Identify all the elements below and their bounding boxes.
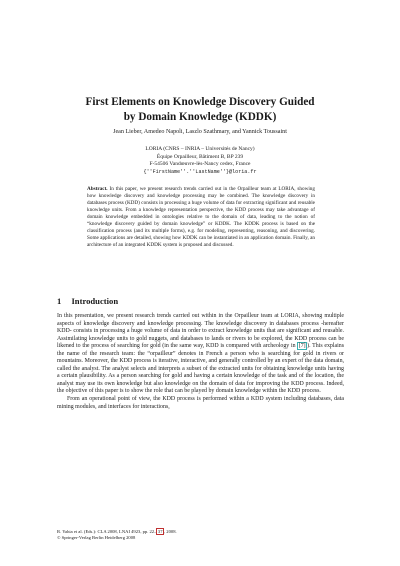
footnote — [57, 529, 344, 541]
paragraph-1-part-a: In this presentation, we present research trends carried out within in the Orpailleur team at LORIA, showing multiple aspects of knowledge discovery and knowledge processing. The knowledge discovery in databases process -hereafter KDD- consists in processing a huge volume of data in order to extract knowledge units that are significant and reusable. Assimilating knowledge units to gold nuggets, and databases to lands or rivers to be explored, the KDD process can be likened to the process of searching for gold (in the same way, KDD is compared with archeology in — [57, 313, 344, 350]
citation-link[interactable]: [7] — [298, 343, 306, 350]
paragraph-2: From an operational point of view, the KDD process is performed within a KDD system including databases, data mining modules, and interfaces for interactions, — [57, 396, 344, 410]
abstract — [87, 186, 315, 249]
section-title: Introduction — [71, 296, 119, 306]
affiliation-line-1: LORIA (CNRS – INRIA – Universités de Nancy) — [145, 146, 255, 152]
paragraph-1-part-b: ). This explains the name of the research team: the “orpailleur” denotes in French a person who is searching for gold in rivers or mountains. Moreover, the KDD process is iterative, interactive, and generally controlled by an expert of the data domain, called the analyst. The analyst selects and interprets a subset of the extracted units for obtaining knowledge units having a certain plausibility. As a person searching for gold and having a certain knowledge of the task and of the location, the analyst may use its own knowledge but also knowledge on the domain of data for improving the KDD process. Indeed, the objective of this paper is to show the role that can be played by domain knowledge within the KDD process. — [57, 343, 344, 395]
title-line-2: by Domain Knowledge (KDDK) — [123, 110, 277, 123]
title-line-1: First Elements on Knowledge Discovery Guided — [85, 96, 315, 108]
abstract-label: Abstract. — [87, 186, 108, 192]
abstract-text: In this paper, we present research trends carried out in the Orpailleur team at LORIA, showing how knowledge discovery and knowledge processing may be combined. The knowledge discovery in databases process (KDD) consists in processing a huge volume of data for extracting significant and reusable knowledge units. From a knowledge representation perspective, the KDD process may take advantage of domain knowledge embedded in ontologies relative to the domain of data, leading to the notion of “knowledge discovery guided by domain knowledge” or KDDK. The KDDK process is based on the classification process (and its multiple forms), e.g. for modeling, representing, reasoning, and discovering. Some applications are detailed, showing how KDDK can be instantiated in an application domain. Finally, an architecture of an integrated KDDK system is proposed and discussed. — [87, 186, 315, 248]
footnote-line-2: © Springer-Verlag Berlin Heidelberg 2008 — [57, 535, 136, 541]
paper-title — [60, 95, 340, 124]
footnote-citation-b: , 2008. — [164, 529, 177, 534]
section-number: 1 — [57, 296, 62, 306]
footnote-citation-a: R. Yahia et al. (Eds.): CLA 2008, LNAI 4923, pp. 22– — [57, 529, 157, 534]
affiliation — [80, 146, 320, 176]
section-heading — [57, 296, 118, 306]
paragraph-1 — [57, 313, 344, 396]
affiliation-line-3: F-54506 Vandœuvre-lès-Nancy cedex, France — [149, 161, 251, 168]
affiliation-email: {''FirstName''.''LastName''}@loria.fr — [143, 168, 257, 175]
author-list: Jean Lieber, Amedeo Napoli, Laszlo Szathmary, and Yannick Toussaint — [113, 129, 287, 135]
page-link[interactable]: 37 — [157, 529, 163, 534]
affiliation-line-2: Équipe Orpailleur, Bâtiment B, BP 239 — [156, 153, 244, 160]
body-text — [57, 313, 344, 411]
